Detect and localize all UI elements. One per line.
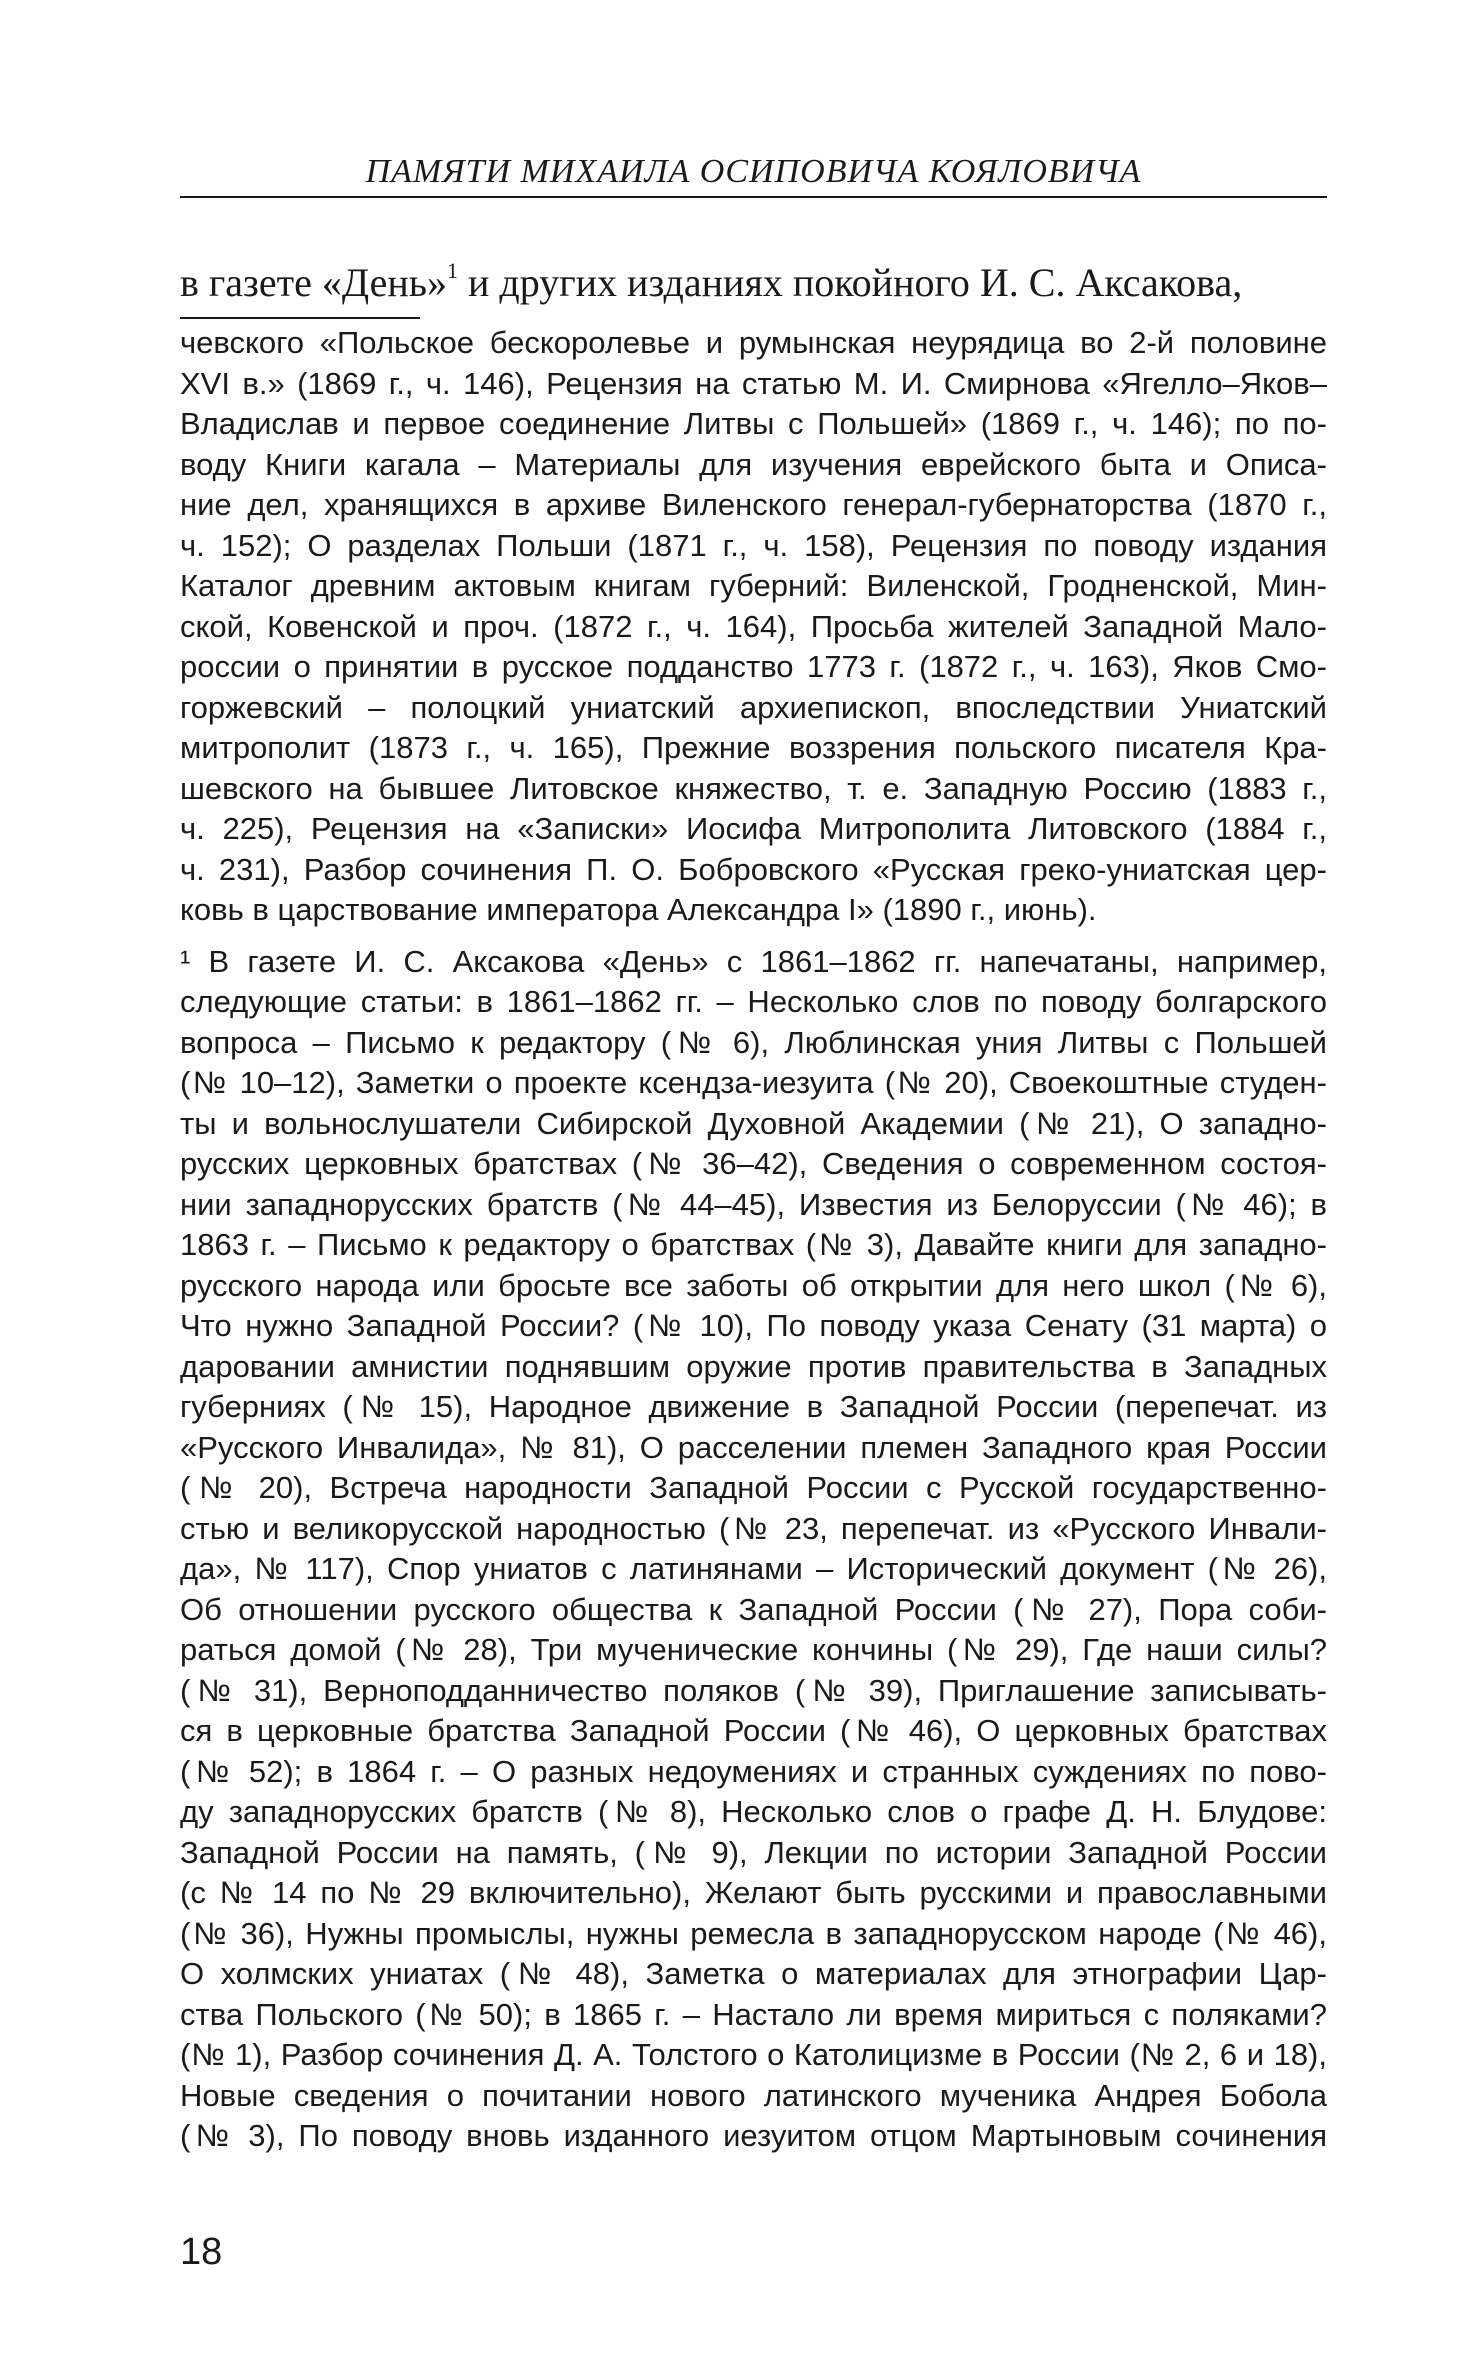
note-line: ч. 152); О разделах Польши (1871 г., ч. 158), Рецензия по поводу издания [180,527,1327,563]
footnote-line: (№ 31), Верноподданничество поляков (№ 39), Приглашение записывать- [180,1672,1327,1708]
main-text-before: в газете «День» [180,260,448,305]
footnote-line: русских церковных братствах (№ 36–42), Сведения о современном состоя- [180,1146,1327,1181]
footnote-line: «Русского Инвалида», № 81), О расселении племен Западного края России [180,1429,1327,1465]
main-text-after: и других изданиях покойного И. С. Аксакова, [458,260,1243,305]
footnote-line: следующие статьи: в 1861–1862 гг. – Несколько слов по поводу болгарского [180,984,1327,1019]
note-line: шевского на бывшее Литовское княжество, т. е. Западную Россию (1883 г., [180,770,1327,806]
footnote-line: стью и великорусской народностью (№ 23, перепечат. из «Русского Инвали- [180,1510,1327,1546]
note-line: Владислав и первое соединение Литвы с Польшей» (1869 г., ч. 146); по по- [180,406,1327,441]
running-head: ПАМЯТИ МИХАИЛА ОСИПОВИЧА КОЯЛОВИЧА [365,153,1142,190]
footnote-line: губерниях (№ 15), Народное движение в Западной России (перепечат. из [180,1389,1327,1424]
footnote-line: (№ 10–12), Заметки о проекте ксендза-иезуита (№ 20), Своекоштные студен- [180,1065,1327,1100]
footnote-line: (№ 1), Разбор сочинения Д. А. Толстого о Католицизме в России (№ 2, 6 и 18), [180,2037,1327,2072]
footnote-line: (№ 20), Встреча народности Западной России с Русской государственно- [180,1470,1327,1505]
note-line: ч. 225), Рецензия на «Записки» Иосифа Митрополита Литовского (1884 г., [180,811,1327,846]
note-line: XVI в.» (1869 г., ч. 146), Рецензия на статью М. И. Смирнова «Ягелло–Яков– [180,365,1327,401]
footnote-line: (№ 36), Нужны промыслы, нужны ремесла в западнорусском народе (№ 46), [180,1915,1327,1951]
note-line: чевского «Польское бескоролевье и румынская неурядица во 2-й половине [180,325,1327,360]
footnotes [180,323,1327,2157]
footnote-line: нии западнорусских братств (№ 44–45), Известия из Белоруссии (№ 46); в [180,1186,1327,1222]
page-number: 18 [180,2231,223,2273]
note-line: Каталог древним актовым книгам губерний: Виленской, Гродненской, Мин- [180,568,1327,603]
footnote-line: даровании амнистии поднявшим оружие против правительства в Западных [180,1348,1327,1384]
note-line: россии о принятии в русское подданство 1773 г. (1872 г., ч. 163), Яков Смо- [180,649,1327,684]
footnote-line: да», № 117), Спор униатов с латинянами – Исторический документ (№ 26), [180,1551,1327,1586]
footnote-line: Новые сведения о почитании нового латинского мученика Андрея Бобола [180,2077,1327,2113]
note-line: митрополит (1873 г., ч. 165), Прежние воззрения польского писателя Кра- [180,730,1327,765]
note-line: ч. 231), Разбор сочинения П. О. Бобровского «Русская греко-униатская цер- [180,851,1327,887]
note-gap [180,931,1327,942]
note-line: ние дел, хранящихся в архиве Виленского генерал-губернаторства (1870 г., [180,487,1327,522]
footnote-line: (№ 52); в 1864 г. – О разных недоумениях и странных суждениях по пово- [180,1753,1327,1789]
footnote-line: ты и вольнослушатели Сибирской Духовной Академии (№ 21), О западно- [180,1105,1327,1141]
note-line: воду Книги кагала – Материалы для изучения еврейского быта и Описа- [180,446,1327,482]
footnote-line: О холмских униатах (№ 48), Заметка о материалах для этнографии Цар- [180,1956,1327,1991]
footnote-line: Об отношении русского общества к Западной России (№ 27), Пора соби- [180,1591,1327,1627]
footnote-line: ду западнорусских братств (№ 8), Несколько слов о графе Д. Н. Блудове: [180,1794,1327,1829]
footnote-line: ства Польского (№ 50); в 1865 г. – Настало ли время мириться с поляками? [180,1996,1327,2032]
footnote-line: 1863 г. – Письмо к редактору о братствах (№ 3), Давайте книги для западно- [180,1227,1327,1262]
note-line: ской, Ковенской и проч. (1872 г., ч. 164), Просьба жителей Западной Мало- [180,608,1327,644]
footnote-line: ся в церковные братства Западной России (№ 46), О церковных братствах [180,1713,1327,1748]
footnote-line: вопроса – Письмо к редактору (№ 6), Люблинская уния Литвы с Польшей [180,1024,1327,1060]
note-line: ковь в царствование императора Александра I» (1890 г., июнь). [180,892,1097,927]
main-text-line [180,258,1327,308]
note-line: горжевский – полоцкий униатский архиепископ, впоследствии Униатский [180,689,1327,725]
footnote-marker: 1 [447,258,459,283]
continued-note [180,323,1327,931]
footnote-line: раться домой (№ 28), Три мученические кончины (№ 29), Где наши силы? [180,1632,1327,1667]
footnote-line: ¹ В газете И. С. Аксакова «День» с 1861–1862 гг. напечатаны, например, [180,943,1327,979]
footnote-1 [180,942,1327,2157]
footnote-line: русского народа или бросьте все заботы об открытии для него школ (№ 6), [180,1267,1327,1303]
footnote-line: (с № 14 по № 29 включительно), Желают быть русскими и православными [180,1875,1327,1910]
footnote-line: Что нужно Западной России? (№ 10), По поводу указа Сенату (31 марта) о [180,1308,1327,1343]
footnote-line: (№ 3), По поводу вновь изданного иезуитом отцом Мартыновым сочинения [180,2118,1327,2153]
header-rule [180,196,1327,198]
footnote-rule [180,317,420,319]
footnote-line: Западной России на память, (№ 9), Лекции по истории Западной России [180,1834,1327,1870]
